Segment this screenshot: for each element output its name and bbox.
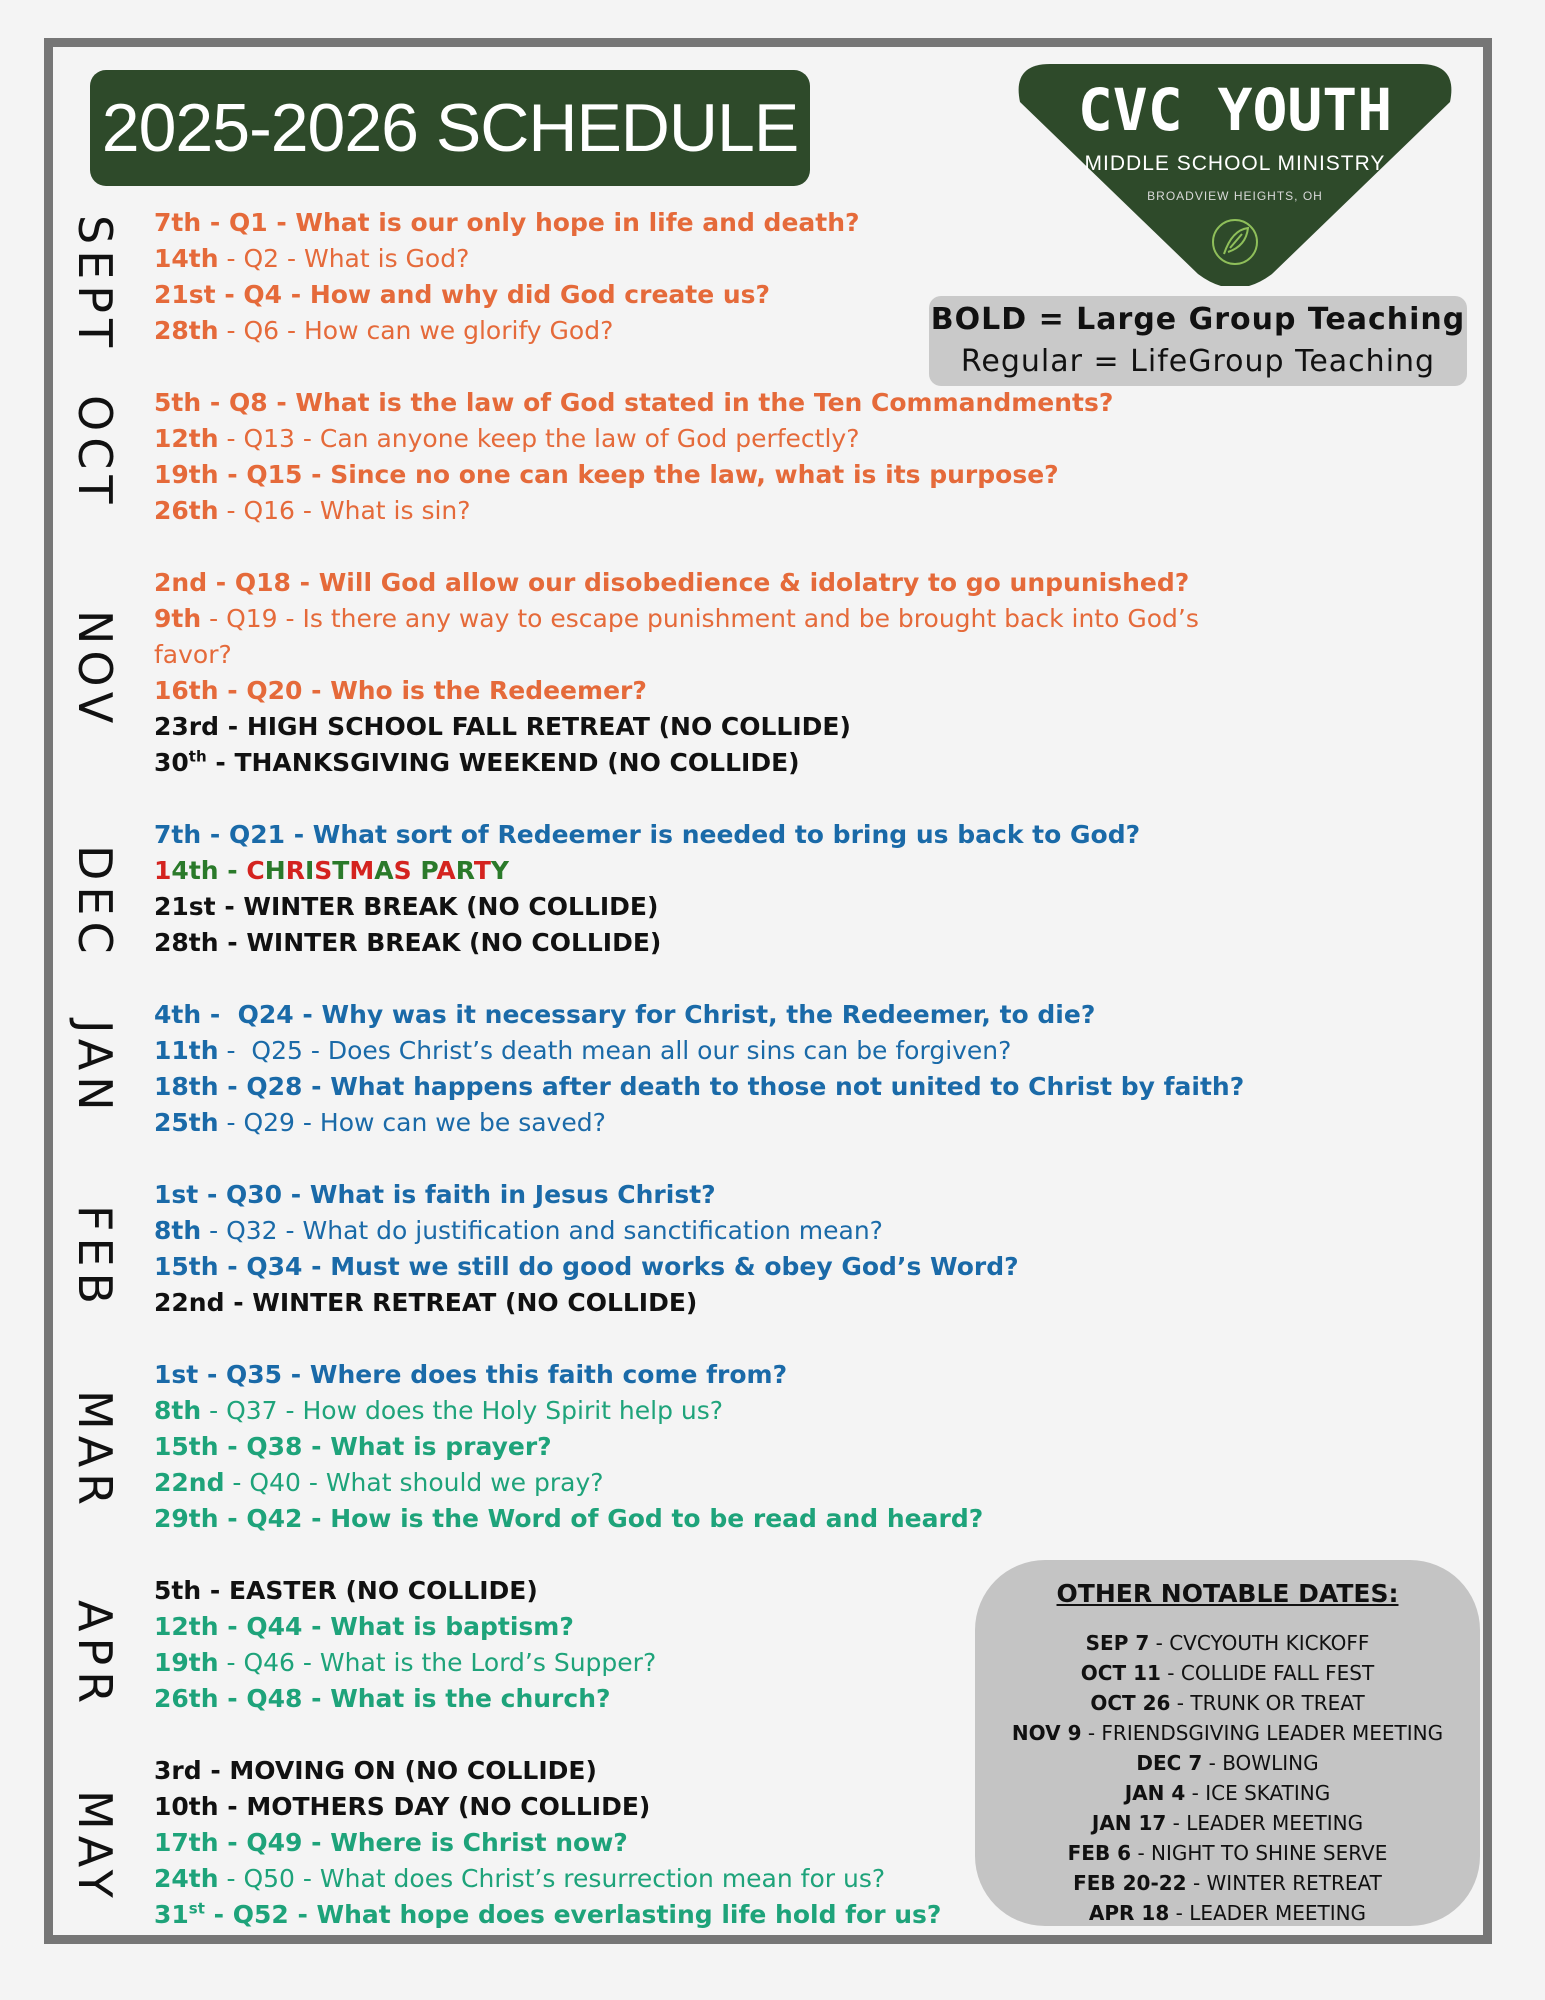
list-item: 21st - WINTER BREAK (NO COLLIDE) [154,892,659,921]
logo-subtitle: MIDDLE SCHOOL MINISTRY [1084,152,1386,175]
month-label-may: MAY [68,1790,122,1904]
month-label-feb: FEB [68,1205,122,1311]
list-item: 19th - Q46 - What is the Lord’s Supper? [154,1648,657,1677]
list-item: 2nd - Q18 - Will God allow our disobedience & idolatry to go unpunished? [154,568,1190,597]
list-item: 1st - Q30 - What is faith in Jesus Christ? [154,1180,716,1209]
list-item: 23rd - HIGH SCHOOL FALL RETREAT (NO COLLIDE) [154,712,851,741]
list-item: 17th - Q49 - Where is Christ now? [154,1828,628,1857]
list-item: 5th - Q8 - What is the law of God stated in the Ten Commandments? [154,388,1114,417]
list-item: 9th - Q19 - Is there any way to escape punishment and be brought back into God’s favor? [154,604,1199,669]
list-item: 19th - Q15 - Since no one can keep the law, what is its purpose? [154,460,1059,489]
list-item: 16th - Q20 - Who is the Redeemer? [154,676,647,705]
list-item: 15th - Q34 - Must we still do good works & obey God’s Word? [154,1252,1019,1281]
list-item: 26th - Q48 - What is the church? [154,1684,611,1713]
list-item: 5th - EASTER (NO COLLIDE) [154,1576,538,1605]
list-item: 24th - Q50 - What does Christ’s resurrection mean for us? [154,1864,886,1893]
list-item: JAN 17 - LEADER MEETING [1091,1811,1364,1835]
list-item: 28th - Q6 - How can we glorify God? [154,316,614,345]
list-item: OCT 26 - TRUNK OR TREAT [1090,1691,1365,1715]
list-item: 15th - Q38 - What is prayer? [154,1432,552,1461]
list-item: 30th - THANKSGIVING WEEKEND (NO COLLIDE) [154,747,800,777]
month-label-jan: JAN [68,1020,122,1117]
logo-location: BROADVIEW HEIGHTS, OH [1147,189,1323,203]
list-item: 8th - Q32 - What do justification and sanctification mean? [154,1216,883,1245]
list-item: SEP 7 - CVCYOUTH KICKOFF [1085,1631,1370,1655]
list-item: JAN 4 - ICE SKATING [1124,1781,1331,1805]
month-label-dec: DEC [68,845,122,960]
list-item: OCT 11 - COLLIDE FALL FEST [1080,1661,1375,1685]
list-item: 8th - Q37 - How does the Holy Spirit help us? [154,1396,724,1425]
notable-dates-box [975,1560,1480,1926]
list-item: 25th - Q29 - How can we be saved? [154,1108,606,1137]
list-item: FEB 20-22 - WINTER RETREAT [1073,1871,1382,1895]
list-item: 4th - Q24 - Why was it necessary for Christ, the Redeemer, to die? [154,1000,1096,1029]
list-item: 18th - Q28 - What happens after death to those not united to Christ by faith? [154,1072,1245,1101]
list-item: 12th - Q13 - Can anyone keep the law of God perfectly? [154,424,860,453]
legend-bold-line: BOLD = Large Group Teaching [930,302,1466,337]
month-label-mar: MAR [68,1390,122,1512]
legend-regular-line: Regular = LifeGroup Teaching [960,344,1436,379]
list-item: 12th - Q44 - What is baptism? [154,1612,574,1641]
list-item: 26th - Q16 - What is sin? [154,496,471,525]
month-label-nov: NOV [68,610,122,730]
logo-name: CVC YOUTH [1077,76,1393,144]
list-item: 7th - Q21 - What sort of Redeemer is needed to bring us back to God? [154,820,1141,849]
list-item: 22nd - Q40 - What should we pray? [154,1468,604,1497]
list-item: 29th - Q42 - How is the Word of God to be read and heard? [154,1504,984,1533]
month-label-apr: APR [68,1600,122,1710]
list-item: 28th - WINTER BREAK (NO COLLIDE) [154,928,662,957]
list-item: 11th - Q25 - Does Christ’s death mean all our sins can be forgiven? [154,1036,1012,1065]
list-item: 3rd - MOVING ON (NO COLLIDE) [154,1756,597,1785]
month-label-oct: OCT [68,395,122,510]
list-item: NOV 9 - FRIENDSGIVING LEADER MEETING [1011,1721,1444,1745]
list-item: 7th - Q1 - What is our only hope in life and death? [154,208,860,237]
list-item: 1st - Q35 - Where does this faith come from? [154,1360,788,1389]
schedule-title: 2025-2026 SCHEDULE [101,90,799,166]
list-item: 21st - Q4 - How and why did God create us? [154,280,771,309]
list-item: DEC 7 - BOWLING [1136,1751,1319,1775]
list-item: FEB 6 - NIGHT TO SHINE SERVE [1067,1841,1388,1865]
list-item: 22nd - WINTER RETREAT (NO COLLIDE) [154,1288,698,1317]
list-item: 31st - Q52 - What hope does everlasting life hold for us? [154,1899,942,1929]
schedule-title-banner [90,70,810,186]
list-item: 10th - MOTHERS DAY (NO COLLIDE) [154,1792,651,1821]
list-item-christmas: 14th - CHRISTMAS PARTY [154,856,510,885]
notable-dates-heading: OTHER NOTABLE DATES: [1056,1579,1399,1608]
month-label-sept: SEPT [68,215,122,354]
list-item: APR 18 - LEADER MEETING [1088,1901,1367,1925]
list-item: 14th - Q2 - What is God? [154,244,470,273]
